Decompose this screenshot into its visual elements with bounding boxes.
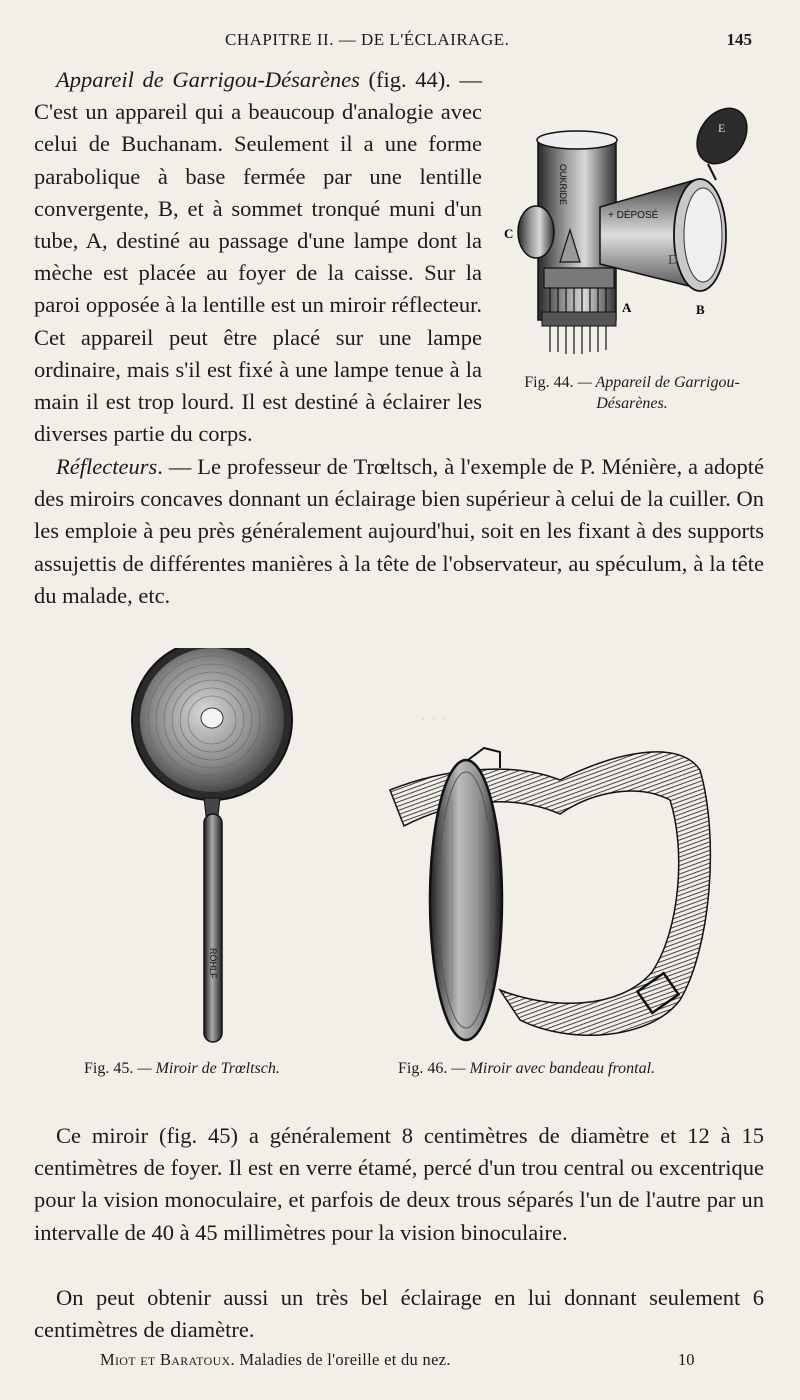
fig44-illustration <box>500 102 760 364</box>
show-through-text: . . . <box>420 700 448 725</box>
fig44-tube-text: OUKRIDE <box>558 164 568 206</box>
fig45-handle-text: ROHLF <box>208 948 218 979</box>
fig46-caption-text: — Miroir avec bandeau frontal. <box>447 1060 656 1077</box>
fig45-label: Fig. 45. <box>84 1060 134 1077</box>
footer-authors: Miot et Baratoux. <box>100 1350 235 1369</box>
fig46-caption <box>398 1058 758 1079</box>
fig44-stamp-text: + DÉPOSÉ <box>608 210 659 221</box>
footer-book-title: Maladies de l'oreille et du nez. <box>234 1350 451 1369</box>
paragraph-body: (fig. 44). — C'est un appareil qui a beaucoup d'analogie avec celui de Buchanam. Seulement il a une forme parabolique à base fermée par une lentille convergente, B, et à sommet tronqué muni d'un tube, A, destiné au passage d'une lampe dont la mèche est placée au foyer de la caisse. Sur la paroi opposée à la lentille est un miroir réflecteur. Cet appareil peut être placé sur une lampe ordinaire, mais s'il est fixé à une lampe tenue à la main il est trop lourd. Il est destiné à éclairer les diverses partie du corps. <box>34 67 483 447</box>
paragraph-body: On peut obtenir aussi un très bel éclairage en lui donnant seulement 6 centimètres de diamètre. <box>34 1285 764 1343</box>
fig45-illustration <box>120 648 310 1048</box>
fig44-letter-d: D <box>668 253 679 268</box>
fig45-caption-text: — Miroir de Trœltsch. <box>133 1060 280 1077</box>
fig44-label: Fig. 44. <box>524 374 574 391</box>
running-header <box>0 30 800 54</box>
fig44-letter-a: A <box>622 300 632 315</box>
running-title: CHAPITRE II. — DE L'ÉCLAIRAGE. <box>225 30 510 49</box>
paragraph-eclairage <box>34 1282 764 1346</box>
page-footer <box>0 1350 800 1374</box>
paragraph-body: Ce miroir (fig. 45) a généralement 8 centimètres de diamètre et 12 à 15 centimètres de foyer. Il est en verre étamé, percé d'un trou central ou excentrique pour la vision monoculaire, et parfois de deux trous séparés l'un de l'autre par un intervalle de 40 à 45 millimètres pour la vision binoculaire. <box>34 1123 764 1245</box>
fig44-letter-c: C <box>504 226 514 241</box>
paragraph-heading: Réflecteurs <box>56 454 158 479</box>
signature-mark: 10 <box>678 1350 695 1369</box>
page-number: 145 <box>726 30 752 49</box>
fig44-letter-e: E <box>718 121 726 135</box>
paragraph-miroir <box>34 1120 764 1249</box>
fig44-caption-text: — Appareil de Garrigou-Désarènes. <box>573 374 740 412</box>
fig46-illustration <box>380 740 720 1050</box>
footer-text <box>100 1350 451 1370</box>
paragraph-body: . — Le professeur de Trœltsch, à l'exemple de P. Ménière, a adopté des miroirs concaves donnant un éclairage bien supérieur à celui de la cuiller. On les emploie à peu près généralement aujourd'hui, soit en les fixant à des supports assujettis de différentes manières à la tête de l'observateur, au spéculum, à la tête du malade, etc. <box>34 454 764 608</box>
fig44-letter-b: B <box>696 302 705 317</box>
paragraph-reflecteurs <box>34 451 764 612</box>
fig45-caption <box>84 1058 364 1079</box>
fig44-caption <box>500 372 764 414</box>
fig46-label: Fig. 46. <box>398 1060 448 1077</box>
paragraph-heading: Appareil de Garrigou-Désarènes <box>56 67 360 92</box>
paragraph-garrigou <box>34 64 482 450</box>
